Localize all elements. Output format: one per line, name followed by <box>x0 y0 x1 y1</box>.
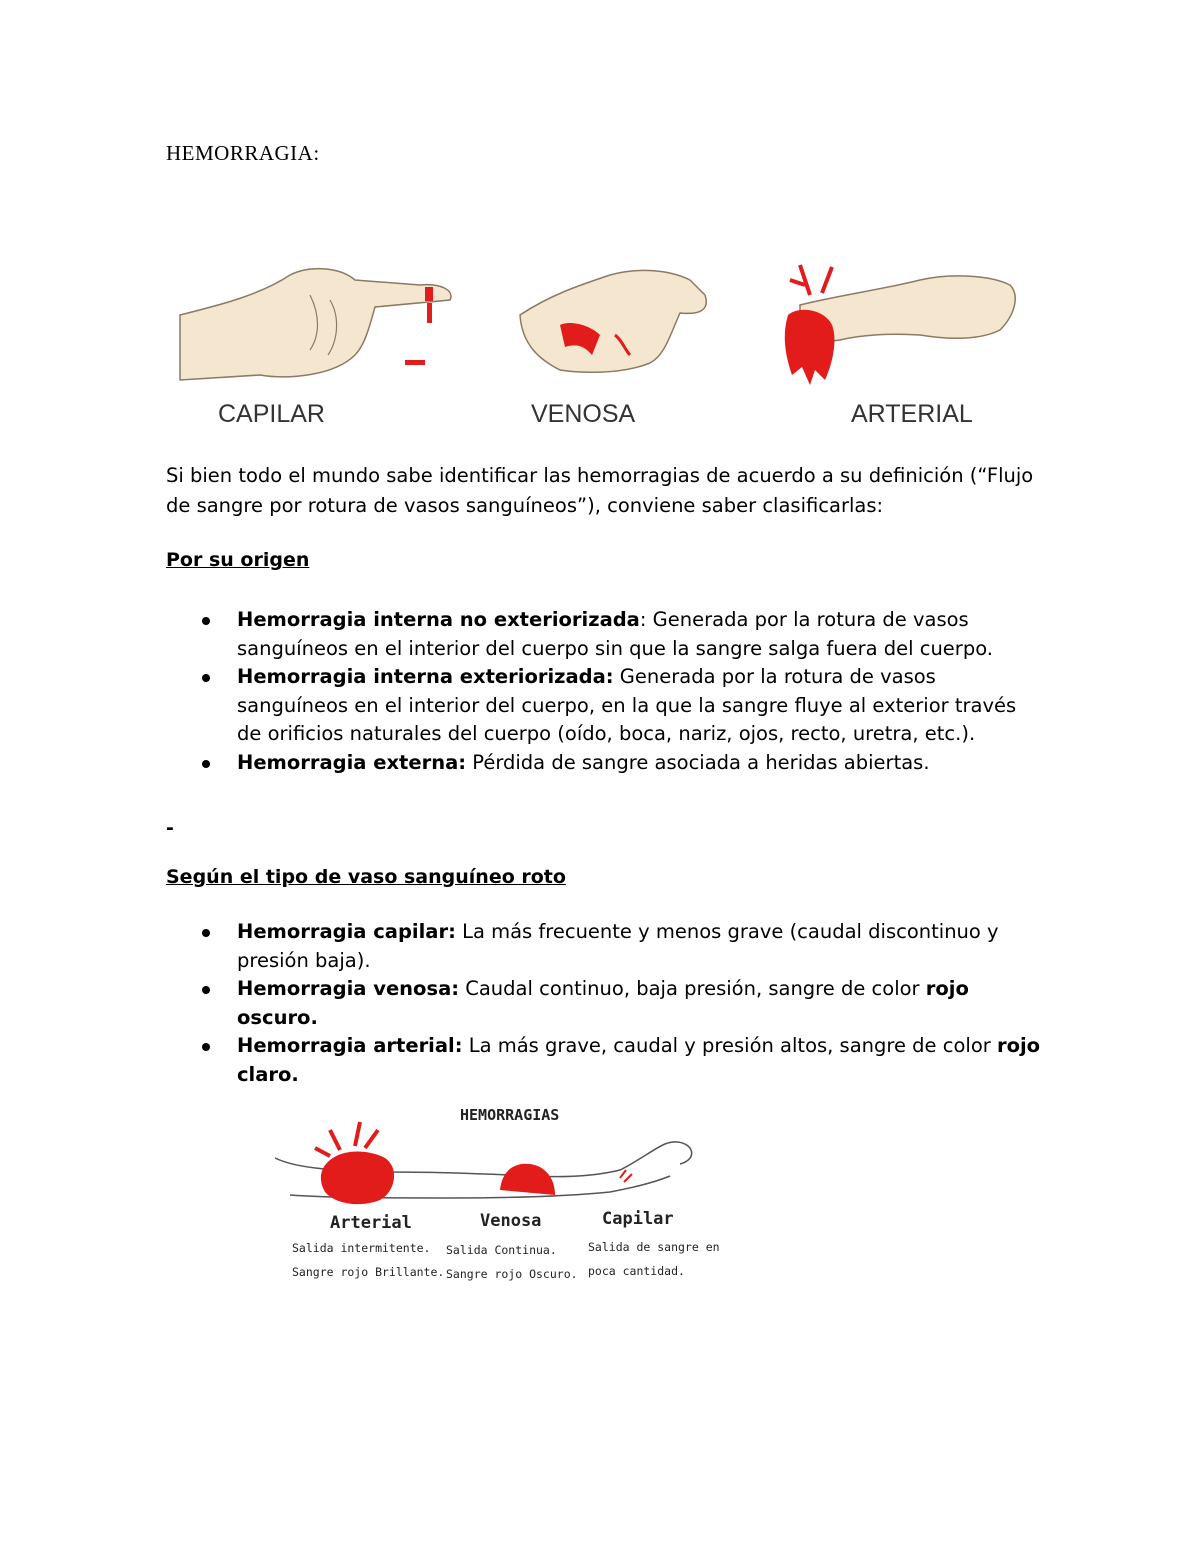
capilar-hand-illustration <box>180 269 451 380</box>
item-term: Hemorragia venosa: <box>237 977 460 1000</box>
col-name-capilar: Capilar <box>602 1209 674 1229</box>
col-line2-arterial: Sangre rojo Brillante. <box>292 1265 445 1279</box>
col-name-venosa: Venosa <box>480 1211 542 1231</box>
arterial-hand-illustration <box>785 265 1015 385</box>
bullet-icon <box>202 760 210 768</box>
list-item: Hemorragia interna no exteriorizada: Generada por la rotura de vasos sanguíneos en el interior del cuerpo sin que la sangre salga fuera del cuerpo. <box>166 606 1046 663</box>
list-item: Hemorragia arterial: La más grave, caudal y presión altos, sangre de color rojo claro. <box>166 1032 1046 1089</box>
origin-list <box>166 606 1046 777</box>
item-strong: rojo oscuro <box>237 977 969 1029</box>
heading-origin: Por su origen <box>166 549 310 571</box>
caption-capilar: CAPILAR <box>218 400 325 428</box>
page-title: HEMORRAGIA: <box>166 141 320 165</box>
caption-venosa: VENOSA <box>531 400 636 428</box>
col-line1-capilar: Salida de sangre en <box>588 1240 720 1254</box>
item-strong: rojo claro <box>237 1034 1041 1086</box>
diagram-title: HEMORRAGIAS <box>460 1106 560 1124</box>
item-term: Hemorragia externa: <box>237 750 467 774</box>
heading-vessel: Según el tipo de vaso sanguíneo roto <box>166 866 566 888</box>
item-text: Generada por la rotura de vasos sanguíneos en el interior del cuerpo sin que la sangre salga fuera del cuerpo. <box>237 608 993 660</box>
item-text: Caudal continuo, baja presión, sangre de color <box>465 977 926 1000</box>
item-text: La más frecuente y menos grave (caudal discontinuo y presión baja). <box>237 920 999 972</box>
item-term: Hemorragia interna exteriorizada: <box>237 665 614 688</box>
list-item: Hemorragia venosa: Caudal continuo, baja presión, sangre de color rojo oscuro. <box>166 975 1046 1032</box>
venosa-hand-illustration <box>520 270 706 372</box>
intro-paragraph: Si bien todo el mundo sabe identificar las hemorragias de acuerdo a su definición (“Flujo de sangre por rotura de vasos sanguíneos”), conviene saber clasificarlas: <box>166 464 1034 517</box>
col-line2-capilar: poca cantidad. <box>588 1264 685 1278</box>
bullet-icon <box>202 674 210 682</box>
list-item <box>166 663 1046 749</box>
item-text: Pérdida de sangre asociada a heridas abiertas. <box>472 750 930 774</box>
bullet-icon <box>202 617 210 625</box>
dash-marker: - <box>166 817 174 839</box>
item-text: Generada por la rotura de vasos sanguíneos en el interior del cuerpo, en la que la sangre fluye al exterior través de orificios naturales del cuerpo (oído, boca, nariz, ojos, recto, uretra, etc.). <box>237 665 1017 745</box>
list-item <box>166 918 1046 975</box>
col-name-arterial: Arterial <box>330 1213 412 1233</box>
bullet-icon <box>202 929 210 937</box>
col-line1-venosa: Salida Continua. <box>446 1243 557 1257</box>
caption-arterial: ARTERIAL <box>851 400 973 428</box>
vessel-list <box>166 918 1046 1089</box>
bullet-icon <box>202 1043 210 1051</box>
item-term: Hemorragia capilar: <box>237 920 456 943</box>
item-term: Hemorragia interna no exteriorizada <box>237 608 640 631</box>
list-item <box>166 749 1046 778</box>
col-line1-arterial: Salida intermitente. <box>292 1241 431 1255</box>
item-term: Hemorragia arterial: <box>237 1034 463 1057</box>
arm-hemorrhage-diagram <box>270 1100 720 1295</box>
bullet-icon <box>202 986 210 994</box>
col-line2-venosa: Sangre rojo Oscuro. <box>446 1267 578 1281</box>
item-text: La más grave, caudal y presión altos, sangre de color <box>468 1034 997 1057</box>
